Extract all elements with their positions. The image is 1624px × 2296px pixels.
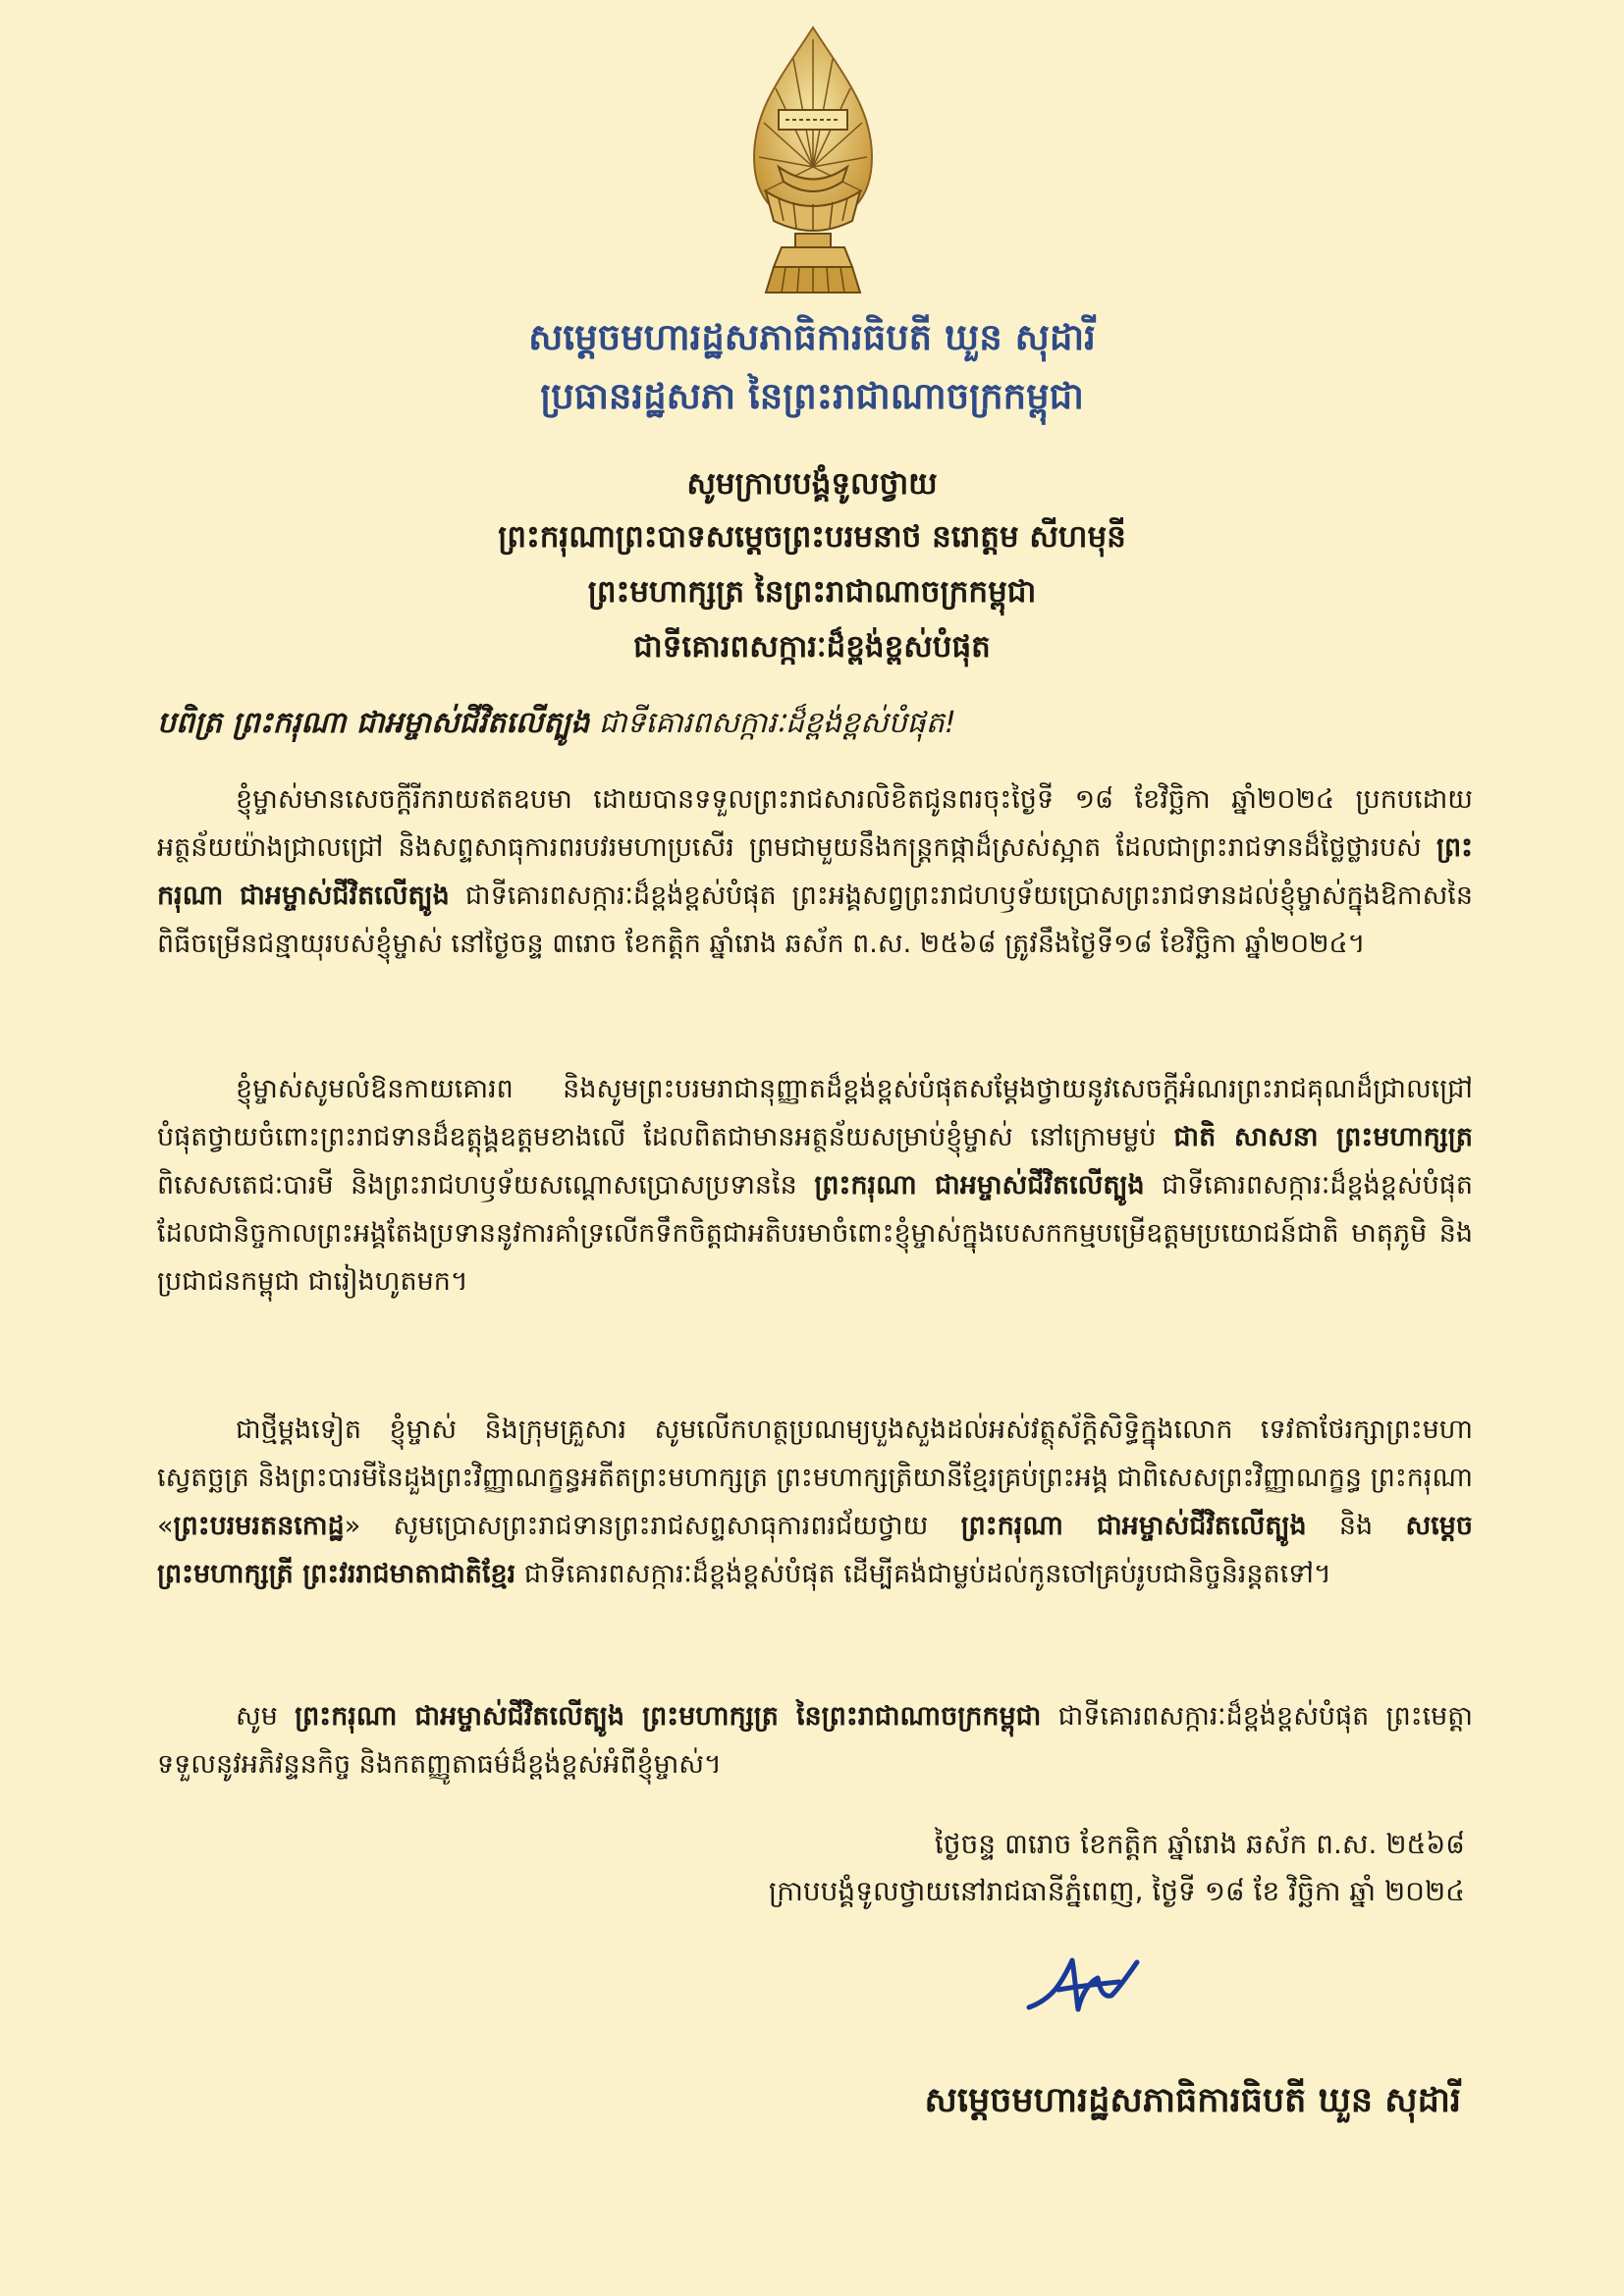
p1-text-c: ជាទីគោរពសក្ការៈដ៏ខ្ពង់ខ្ពស់បំផុត ព្រះអង្គសព្វព្រះរាជហឫទ័យប្រោសព្រះរាជទានដល់ខ្ញុំម្ចាស់ក្នុងឱកាសនៃពិធីចម្រើនជន្មាយុរបស់ខ្ញុំម្ចាស់ នៅថ្ងៃចន្ទ ៣រោច ខែកត្តិក ឆ្នាំរោង ឆស័ក ព.ស. ២៥៦៨ ត្រូវនឹងថ្ងៃទី១៨ ខែវិច្ឆិកា ឆ្នាំ២០២៤។ <box>157 881 1474 959</box>
p2-bold-d: ព្រះករុណា ជាអម្ចាស់ជីវិតលើត្បូង <box>814 1170 1145 1201</box>
paragraph-4 <box>157 1692 1473 1789</box>
p4-bold-b: ព្រះករុណា ជាអម្ចាស់ជីវិតលើត្បូង ព្រះមហាក្សត្រ នៃព្រះរាជាណាចក្រកម្ពុជា <box>295 1701 1042 1732</box>
salutation <box>157 699 1473 748</box>
p2-text-a: ខ្ញុំម្ចាស់សូមលំឱនកាយគោរព និងសូមព្រះបរមរាជានុញ្ញាតដ៏ខ្ពង់ខ្ពស់បំផុតសម្តែងថ្វាយនូវសេចក្តីអំណរព្រះរាជគុណដ៏ជ្រាលជ្រៅបំផុតថ្វាយចំពោះព្រះរាជទានដ៏ឧត្តុង្គឧត្តមខាងលើ ដែលពិតជាមានអត្ថន័យសម្រាប់ខ្ញុំម្ចាស់ នៅក្រោមម្លប់ <box>157 1074 1473 1152</box>
p3-text-e: និង <box>1306 1511 1406 1541</box>
national-assembly-emblem-icon <box>725 20 901 314</box>
addressee-line-1: សូមក្រាបបង្គំទូលថ្វាយ <box>686 466 938 502</box>
p3-bold-f: សម្តេចព្រះមហាក្សត្រី ព្រះវររាជមាតាជាតិខ្មែរ <box>157 1511 1473 1589</box>
lunar-date: ថ្ងៃចន្ទ ៣រោច ខែកត្តិក ឆ្នាំរោង ឆស័ក ព.ស. ២៥៦៨ <box>934 1828 1465 1860</box>
sender-title: ប្រធានរដ្ឋសភា នៃព្រះរាជាណាចក្រកម្ពុជា <box>540 375 1084 417</box>
place-date: ក្រាបបង្គំទូលថ្វាយនៅរាជធានីភ្នំពេញ, ថ្ងៃទី ១៨ ខែ វិច្ឆិកា ឆ្នាំ ២០២៤ <box>768 1875 1465 1907</box>
signer-name: សម្តេចមហារដ្ឋសភាធិការធិបតី ឃួន សុដារី <box>924 2081 1461 2120</box>
p2-text-e: ជាទីគោរពសក្ការៈដ៏ខ្ពង់ខ្ពស់បំផុតដែលជានិច្ចកាលព្រះអង្គតែងប្រទាននូវការគាំទ្រលើកទឹកចិត្តជាអតិបរមាចំពោះខ្ញុំម្ចាស់ក្នុងបេសកកម្មបម្រើឧត្តមប្រយោជន៍ជាតិ មាតុភូមិ និងប្រជាជនកម្ពុជា ជារៀងហូតមក។ <box>157 1170 1473 1297</box>
salutation-rest: ជាទីគោរពសក្ការៈដ៏ខ្ពង់ខ្ពស់បំផុត! <box>589 706 956 740</box>
salutation-bold: បពិត្រ ព្រះករុណា ជាអម្ចាស់ជីវិតលើត្បូង <box>157 706 590 740</box>
p2-text-c: ពិសេសតេជៈបារមី និងព្រះរាជហឫទ័យសណ្តោសប្រោសប្រទាននៃ <box>157 1170 815 1201</box>
p3-text-g: ជាទីគោរពសក្ការៈដ៏ខ្ពង់ខ្ពស់បំផុត ដើម្បីគង់ជាម្លប់ដល់កូនចៅគ្រប់រូបជានិច្ចនិរន្តតទៅ។ <box>515 1559 1331 1589</box>
paragraph-2 <box>157 1065 1473 1306</box>
addressee-line-4: ជាទីគោរពសក្ការៈដ៏ខ្ពង់ខ្ពស់បំផុត <box>633 629 991 665</box>
addressee-line-3: ព្រះមហាក្សត្រ នៃព្រះរាជាណាចក្រកម្ពុជា <box>587 574 1037 610</box>
addressee-line-2: ព្រះករុណាព្រះបាទសម្តេចព្រះបរមនាថ នរោត្តម សីហមុនី <box>498 519 1126 555</box>
paragraph-3 <box>157 1406 1473 1598</box>
p3-bold-d: ព្រះករុណា ជាអម្ចាស់ជីវិតលើត្បូង <box>960 1511 1307 1541</box>
p1-bold-b: ព្រះករុណា ជាអម្ចាស់ជីវិតលើត្បូង <box>157 832 1473 911</box>
p3-text-c: » សូមប្រោសព្រះរាជទានព្រះរាជសព្ទសាធុការពរជ័យថ្វាយ <box>344 1511 961 1541</box>
p4-text-c: ជាទីគោរពសក្ការៈដ៏ខ្ពង់ខ្ពស់បំផុត ព្រះមេត្តាទទួលនូវអភិវន្ទនកិច្ច និងកតញ្ញូតាធម៌ដ៏ខ្ពង់ខ្ពស់អំពីខ្ញុំម្ចាស់។ <box>157 1701 1473 1780</box>
handwritten-signature-icon <box>1021 1939 1168 2027</box>
p2-bold-b: ជាតិ សាសនា ព្រះមហាក្សត្រ <box>1173 1122 1473 1152</box>
p4-text-a: សូម <box>236 1701 296 1732</box>
p1-text-a: ខ្ញុំម្ចាស់មានសេចក្តីរីករាយឥតឧបមា ដោយបានទទួលព្រះរាជសារលិខិតជូនពរចុះថ្ងៃទី ១៨ ខែវិច្ឆិកា ឆ្នាំ២០២៤ ប្រកបដោយអត្ថន័យយ៉ាងជ្រាលជ្រៅ និងសព្ទសាធុការពរបវរមហាប្រសើរ ព្រមជាមួយនឹងកន្ត្រកផ្កាដ៏ស្រស់ស្អាត ដែលជាព្រះរាជទានដ៏ថ្លៃថ្លារបស់ <box>157 784 1473 863</box>
p3-text-a: ជាថ្មីម្តងទៀត ខ្ញុំម្ចាស់ និងក្រុមគ្រួសារ សូមលើកហត្ថប្រណម្យបួងសួងដល់អស់វត្ថុស័ក្តិសិទ្ធិក្នុងលោក ទេវតាថែរក្សាព្រះមហាស្វេតច្ឆត្រ និងព្រះបារមីនៃដួងព្រះវិញ្ញាណក្ខន្ធអតីតព្រះមហាក្សត្រ ព្រះមហាក្សត្រិយានីខ្មែរគ្រប់ព្រះអង្គ ជាពិសេសព្រះវិញ្ញាណក្ខន្ធ ព្រះករុណា « <box>157 1415 1473 1541</box>
p3-bold-b: ព្រះបរមរតនកោដ្ឋ <box>173 1511 345 1541</box>
paragraph-1 <box>157 775 1473 968</box>
sender-name: សម្តេចមហារដ្ឋសភាធិការធិបតី ឃួន សុដារី <box>528 316 1096 358</box>
